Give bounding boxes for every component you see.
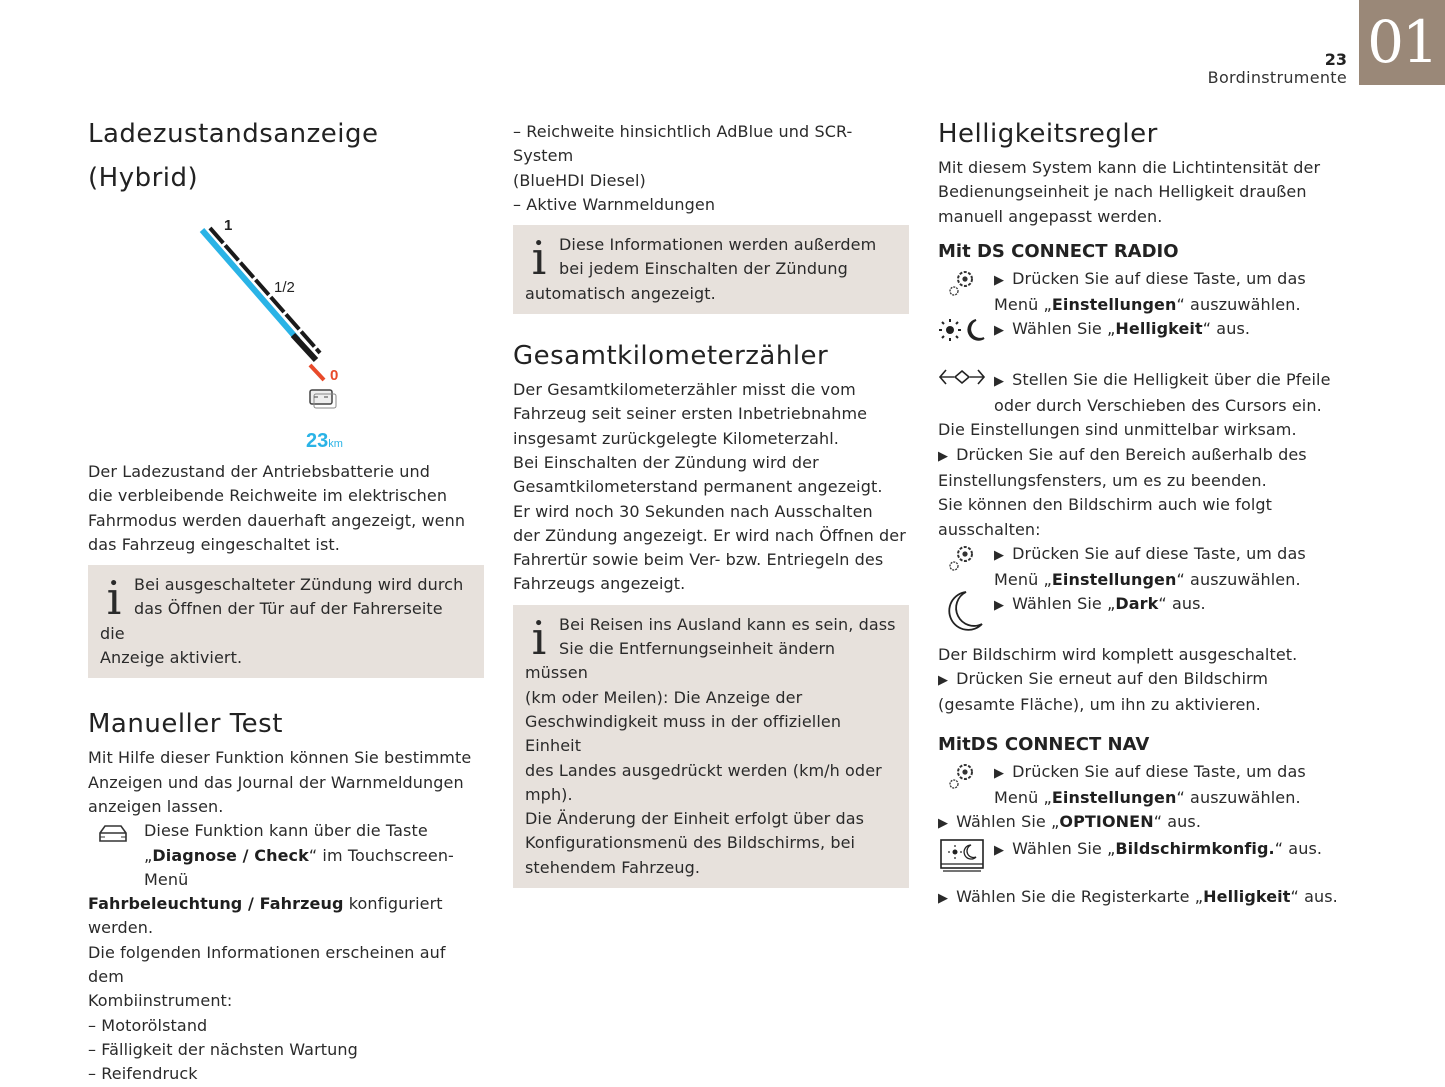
odometer-line: Er wird noch 30 Sekunden nach Ausschalten <box>513 501 873 521</box>
radio-step-menu <box>994 293 1338 317</box>
column-2 <box>513 120 909 898</box>
info-list-intro: Die folgenden Informationen erscheinen auf dem <box>88 942 446 987</box>
info-line: (km oder Meilen): Die Anzeige der <box>525 687 803 707</box>
text: Drücken Sie auf diese Taste, um das <box>1012 543 1306 563</box>
info-list-intro: Kombiinstrument: <box>88 991 233 1011</box>
gauge-label-empty: 0 <box>330 367 339 384</box>
info-line: Bei Reisen ins Ausland kann es sein, dass <box>559 614 896 634</box>
info-line: Die Änderung der Einheit erfolgt über das <box>525 809 865 829</box>
column-3 <box>938 112 1338 911</box>
triangle-bullet-icon: ▶ <box>994 765 1005 781</box>
section-title-charge: Ladezustandsanzeige (Hybrid) <box>88 119 379 193</box>
charge-gauge-svg <box>88 200 484 410</box>
gauge-label-half: 1/2 <box>274 279 295 296</box>
diagnose-check-label: Diagnose / Check <box>152 845 309 865</box>
info-line: stehendem Fahrzeug. <box>525 857 701 877</box>
text: “ aus. <box>1153 812 1202 832</box>
info-icon: i <box>531 231 547 286</box>
quote: „ <box>144 845 153 865</box>
manual-test-line: anzeigen lassen. <box>88 796 224 816</box>
text: Drücken Sie erneut auf den Bildschirm <box>956 669 1269 689</box>
info-line: Diese Informationen werden außerdem <box>559 235 877 255</box>
nav-step-options <box>938 810 1338 836</box>
settings-gears-icon <box>946 267 978 303</box>
intro-line: manuell angepasst werden. <box>938 206 1163 226</box>
info-line: das Öffnen der Tür auf der Fahrerseite die <box>100 599 443 643</box>
odometer-line: Fahrertür sowie beim Ver- bzw. Entriegeln des <box>513 550 884 570</box>
text: Drücken Sie auf den Bereich außerhalb des <box>956 444 1307 464</box>
press-again-step: (gesamte Fläche), um ihn zu aktivieren. <box>938 695 1261 715</box>
menu-path-label: Fahrbeleuchtung / Fahrzeug <box>88 894 344 914</box>
range-readout <box>306 430 343 453</box>
radio-step-select <box>994 317 1338 343</box>
gauge-track-black <box>210 228 320 353</box>
text: Drücken Sie auf diese Taste, um das <box>1012 761 1306 781</box>
text: “ aus. <box>1158 594 1206 614</box>
list-item: – Reichweite hinsichtlich AdBlue und SCR-System <box>513 122 853 166</box>
info-line: des Landes ausgedrückt werden (km/h oder <box>525 760 882 780</box>
effective-note: Die Einstellungen sind unmittelbar wirksam. <box>938 420 1297 440</box>
menu-settings-label: Einstellungen <box>1051 570 1177 590</box>
text: “ auszuwählen. <box>1176 570 1301 590</box>
settings-gears-icon <box>946 542 978 578</box>
text: Wählen Sie „ <box>1012 319 1116 339</box>
press-outside-step <box>938 443 1338 469</box>
info-line: Sie die Entfernungseinheit ändern müssen <box>525 639 836 683</box>
odometer-line: Bei Einschalten der Zündung wird der <box>513 452 819 472</box>
settings-gears-icon <box>946 760 978 796</box>
triangle-bullet-icon: ▶ <box>994 272 1005 288</box>
dark-step-select <box>994 592 1338 618</box>
odometer-line: insgesamt zurückgelegte Kilometerzahl. <box>513 428 839 448</box>
chapter-number-badge: 01 <box>1359 0 1445 85</box>
dark-steps <box>938 542 1338 643</box>
car-icon <box>96 823 130 849</box>
screen-config-label: Bildschirmkonfig. <box>1115 838 1275 858</box>
press-outside-step: Einstellungsfensters, um es zu beenden. <box>938 470 1267 490</box>
radio-step-arrows <box>994 368 1338 394</box>
info-line: bei jedem Einschalten der Zündung <box>559 259 848 279</box>
charge-text-line: die verbleibende Reichweite im elektrischen <box>88 486 448 506</box>
list-item: – Aktive Warnmeldungen <box>513 194 716 214</box>
diagnose-line <box>88 892 484 941</box>
diagnose-line <box>144 844 484 893</box>
triangle-bullet-icon: ▶ <box>938 816 949 832</box>
text: Menü „ <box>994 295 1052 315</box>
text: Wählen Sie die Registerkarte „ <box>956 886 1204 906</box>
list-item: – Fälligkeit der nächsten Wartung <box>88 1039 358 1059</box>
text: “ auszuwählen. <box>1176 295 1301 315</box>
range-value: 23 <box>306 430 329 452</box>
triangle-bullet-icon: ▶ <box>994 842 1005 858</box>
charge-text-line: das Fahrzeug eingeschaltet ist. <box>88 534 340 554</box>
triangle-bullet-icon: ▶ <box>938 890 949 906</box>
info-line: Geschwindigkeit muss in der offiziellen Einheit <box>525 711 842 756</box>
nav-step-screen-config <box>938 837 1338 885</box>
text: “ auszuwählen. <box>1176 787 1301 807</box>
info-line: Bei ausgeschalteter Zündung wird durch <box>134 575 464 595</box>
triangle-bullet-icon: ▶ <box>994 323 1005 339</box>
intro-line: Bedienungseinheit je nach Helligkeit draußen <box>938 182 1307 202</box>
radio-step-press <box>994 267 1338 293</box>
dark-label: Dark <box>1115 594 1159 614</box>
text: Menü „ <box>994 570 1052 590</box>
triangle-bullet-icon: ▶ <box>994 598 1005 614</box>
intro-line: Mit diesem System kann die Lichtintensität der <box>938 158 1321 177</box>
info-line: automatisch angezeigt. <box>525 283 716 303</box>
odometer-line: Fahrzeug seit seiner ersten Inbetriebnahme <box>513 404 868 424</box>
text: “ aus. <box>1202 319 1251 339</box>
options-label: OPTIONEN <box>1059 812 1154 832</box>
switch-off-intro: Sie können den Bildschirm auch wie folgt <box>938 495 1273 515</box>
switch-off-intro: ausschalten: <box>938 519 1041 539</box>
section-title-manual-test: Manueller Test <box>88 709 283 740</box>
text: Wählen Sie „ <box>956 812 1060 832</box>
brightness-label: Helligkeit <box>1115 319 1203 339</box>
radio-step-arrows: oder durch Verschieben des Cursors ein. <box>994 396 1322 416</box>
triangle-bullet-icon: ▶ <box>994 547 1005 563</box>
text: Wählen Sie „ <box>1012 594 1116 614</box>
brightness-tab-label: Helligkeit <box>1203 886 1291 906</box>
charge-text-line: Fahrmodus werden dauerhaft angezeigt, wenn <box>88 510 466 530</box>
info-box-door <box>88 565 484 678</box>
menu-settings-label: Einstellungen <box>1051 787 1177 807</box>
column-1 <box>88 112 484 1087</box>
info-icon: i <box>106 571 122 626</box>
range-unit: km <box>328 438 343 450</box>
odometer-line: Der Gesamtkilometerzähler misst die vom <box>513 380 856 400</box>
triangle-bullet-icon: ▶ <box>994 373 1005 389</box>
screen-config-line <box>994 837 1338 863</box>
battery-icon <box>310 390 336 408</box>
dark-step-press <box>994 542 1338 568</box>
info-line: Anzeige aktiviert. <box>100 648 243 668</box>
diagnose-line: Diese Funktion kann über die Taste <box>144 821 428 841</box>
triangle-bullet-icon: ▶ <box>938 673 949 689</box>
info-box-units <box>513 605 909 888</box>
radio-steps <box>938 267 1338 418</box>
text: “ aus. <box>1290 886 1338 906</box>
text: “ im Touchscreen-Menü <box>144 845 454 889</box>
page-number: 23 <box>1324 50 1347 69</box>
brightness-sun-moon-icon <box>938 317 986 347</box>
manual-test-line: Mit Hilfe dieser Funktion können Sie bestimmte <box>88 748 472 768</box>
screen-off-note: Der Bildschirm wird komplett ausgeschaltet. <box>938 644 1298 664</box>
text: konfiguriert werden. <box>88 894 443 938</box>
section-title-odometer: Gesamtkilometerzähler <box>513 341 829 372</box>
manual-test-line: Anzeigen und das Journal der Warnmeldungen <box>88 772 464 792</box>
text: Menü „ <box>994 787 1052 807</box>
slider-arrows-icon <box>938 367 986 391</box>
charge-gauge-illustration <box>88 200 484 452</box>
text: Wählen Sie „ <box>1012 838 1116 858</box>
list-item: (BlueHDI Diesel) <box>513 170 646 190</box>
nav-step-press <box>994 760 1338 786</box>
moon-icon <box>944 590 984 636</box>
info-line: Konfigurationsmenü des Bildschirms, bei <box>525 833 856 853</box>
chapter-name: Bordinstrumente <box>1207 68 1347 87</box>
text: “ aus. <box>1274 838 1323 858</box>
list-item: – Motorölstand <box>88 1015 208 1035</box>
dark-step-menu <box>994 568 1338 592</box>
text: Drücken Sie auf diese Taste, um das <box>1012 268 1306 288</box>
gauge-label-full: 1 <box>224 217 233 234</box>
list-item: – Reifendruck <box>88 1064 198 1084</box>
nav-step-menu <box>994 786 1338 810</box>
press-again-step <box>938 667 1338 693</box>
section-title-brightness: Helligkeitsregler <box>938 119 1158 149</box>
info-line: mph). <box>525 784 573 804</box>
menu-settings-label: Einstellungen <box>1051 295 1177 315</box>
triangle-bullet-icon: ▶ <box>938 448 949 464</box>
info-icon: i <box>531 610 547 665</box>
text: Stellen Sie die Helligkeit über die Pfeile <box>1012 369 1331 389</box>
nav-step-brightness-tab <box>938 885 1338 911</box>
gauge-reserve-red <box>310 365 324 380</box>
nav-steps <box>938 760 1338 811</box>
charge-text-line: Der Ladezustand der Antriebsbatterie und <box>88 462 431 481</box>
screen-config-icon <box>940 839 984 877</box>
subheading-radio: Mit DS CONNECT RADIO <box>938 240 1179 262</box>
diagnose-instruction <box>88 819 484 892</box>
odometer-line: der Zündung angezeigt. Er wird nach Öffnen der <box>513 525 906 545</box>
odometer-line: Fahrzeugs angezeigt. <box>513 574 686 594</box>
odometer-line: Gesamtkilometerstand permanent angezeigt. <box>513 477 883 497</box>
info-box-ignition <box>513 225 909 314</box>
subheading-nav: MitDS CONNECT NAV <box>938 733 1150 755</box>
